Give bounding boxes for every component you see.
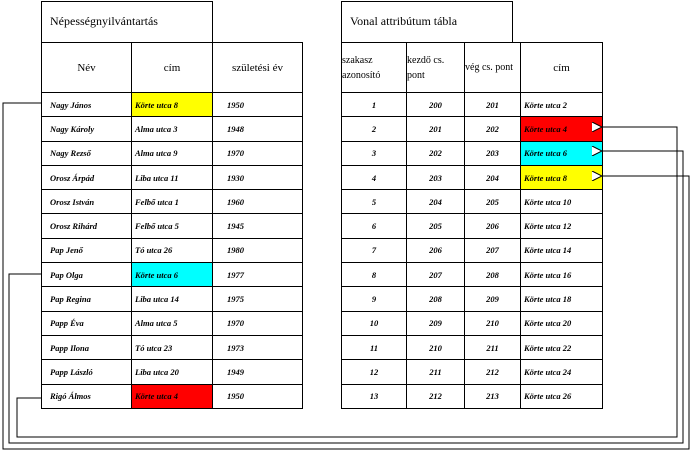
connector-korte-8 <box>3 103 689 449</box>
segment-start-node: 207 <box>407 263 465 287</box>
person-birth-year: 1950 <box>213 384 303 408</box>
person-name: Nagy János <box>42 93 132 117</box>
segment-end-node: 212 <box>465 360 521 384</box>
connector-korte-6 <box>9 151 683 443</box>
person-birth-year: 1973 <box>213 335 303 359</box>
person-birth-year: 1970 <box>213 141 303 165</box>
person-birth-year: 1977 <box>213 263 303 287</box>
segment-end-node: 205 <box>465 190 521 214</box>
segment-start-node: 200 <box>407 93 465 117</box>
segment-end-node: 208 <box>465 263 521 287</box>
person-address: Alma utca 3 <box>132 117 213 141</box>
person-name: Orosz Rihárd <box>42 214 132 238</box>
segment-id: 12 <box>342 360 407 384</box>
segment-id: 10 <box>342 311 407 335</box>
person-birth-year: 1970 <box>213 311 303 335</box>
segment-address: Körte utca 26 <box>521 384 603 408</box>
segment-id: 13 <box>342 384 407 408</box>
segment-id: 5 <box>342 190 407 214</box>
person-address: Alma utca 9 <box>132 141 213 165</box>
segment-id: 8 <box>342 263 407 287</box>
segment-start-node: 202 <box>407 141 465 165</box>
segment-end-node: 201 <box>465 93 521 117</box>
person-birth-year: 1945 <box>213 214 303 238</box>
segment-address: Körte utca 14 <box>521 238 603 262</box>
person-name: Orosz Árpád <box>42 165 132 189</box>
segment-end-node: 203 <box>465 141 521 165</box>
segment-id: 3 <box>342 141 407 165</box>
segment-end-node: 204 <box>465 165 521 189</box>
person-birth-year: 1980 <box>213 238 303 262</box>
header-birth-year: születési év <box>213 43 303 93</box>
segment-end-node: 206 <box>465 214 521 238</box>
segment-end-node: 213 <box>465 384 521 408</box>
person-name: Papp Ilona <box>42 335 132 359</box>
segment-address: Körte utca 8 <box>521 165 603 189</box>
segment-start-node: 206 <box>407 238 465 262</box>
header-end-node: vég cs. pont <box>465 43 521 93</box>
person-address: Körte utca 4 <box>132 384 213 408</box>
left-table-title: Népességnyilvántartás <box>41 1 213 43</box>
segment-start-node: 212 <box>407 384 465 408</box>
segment-end-node: 207 <box>465 238 521 262</box>
person-address: Tó utca 23 <box>132 335 213 359</box>
person-birth-year: 1975 <box>213 287 303 311</box>
segment-end-node: 202 <box>465 117 521 141</box>
segment-address: Körte utca 18 <box>521 287 603 311</box>
segment-id: 2 <box>342 117 407 141</box>
segment-address: Körte utca 22 <box>521 335 603 359</box>
segment-start-node: 209 <box>407 311 465 335</box>
header-address: cím <box>521 43 603 93</box>
person-name: Rigó Álmos <box>42 384 132 408</box>
header-address: cím <box>132 43 213 93</box>
segment-start-node: 208 <box>407 287 465 311</box>
person-address: Liba utca 20 <box>132 360 213 384</box>
person-address: Felbő utca 5 <box>132 214 213 238</box>
segment-address: Körte utca 2 <box>521 93 603 117</box>
segment-end-node: 209 <box>465 287 521 311</box>
segment-address: Körte utca 12 <box>521 214 603 238</box>
person-address: Felbő utca 1 <box>132 190 213 214</box>
segment-id: 7 <box>342 238 407 262</box>
person-address: Liba utca 11 <box>132 165 213 189</box>
segment-address: Körte utca 10 <box>521 190 603 214</box>
person-birth-year: 1960 <box>213 190 303 214</box>
segment-start-node: 210 <box>407 335 465 359</box>
segment-address: Körte utca 16 <box>521 263 603 287</box>
connector-korte-4 <box>17 127 677 437</box>
person-birth-year: 1950 <box>213 93 303 117</box>
segment-address: Körte utca 24 <box>521 360 603 384</box>
person-name: Pap Jenő <box>42 238 132 262</box>
person-name: Pap Regina <box>42 287 132 311</box>
person-name: Pap Olga <box>42 263 132 287</box>
segment-start-node: 204 <box>407 190 465 214</box>
person-name: Nagy Károly <box>42 117 132 141</box>
segment-address: Körte utca 20 <box>521 311 603 335</box>
header-name: Név <box>42 43 132 93</box>
segment-end-node: 210 <box>465 311 521 335</box>
segment-id: 9 <box>342 287 407 311</box>
person-birth-year: 1949 <box>213 360 303 384</box>
segment-id: 4 <box>342 165 407 189</box>
segment-start-node: 205 <box>407 214 465 238</box>
person-address: Alma utca 5 <box>132 311 213 335</box>
segment-end-node: 211 <box>465 335 521 359</box>
person-address: Liba utca 14 <box>132 287 213 311</box>
segment-id: 11 <box>342 335 407 359</box>
segment-start-node: 211 <box>407 360 465 384</box>
segment-address: Körte utca 4 <box>521 117 603 141</box>
person-name: Orosz István <box>42 190 132 214</box>
segment-address: Körte utca 6 <box>521 141 603 165</box>
segment-id: 1 <box>342 93 407 117</box>
header-start-node: kezdő cs. pont <box>407 43 465 93</box>
person-name: Papp Éva <box>42 311 132 335</box>
person-name: Nagy Rezső <box>42 141 132 165</box>
person-address: Körte utca 6 <box>132 263 213 287</box>
person-address: Körte utca 8 <box>132 93 213 117</box>
person-name: Papp László <box>42 360 132 384</box>
segment-start-node: 201 <box>407 117 465 141</box>
header-segment-id: szakasz azonosító <box>342 43 407 93</box>
person-birth-year: 1930 <box>213 165 303 189</box>
person-address: Tó utca 26 <box>132 238 213 262</box>
segment-id: 6 <box>342 214 407 238</box>
person-birth-year: 1948 <box>213 117 303 141</box>
right-table-title: Vonal attribútum tábla <box>341 1 513 43</box>
segment-start-node: 203 <box>407 165 465 189</box>
